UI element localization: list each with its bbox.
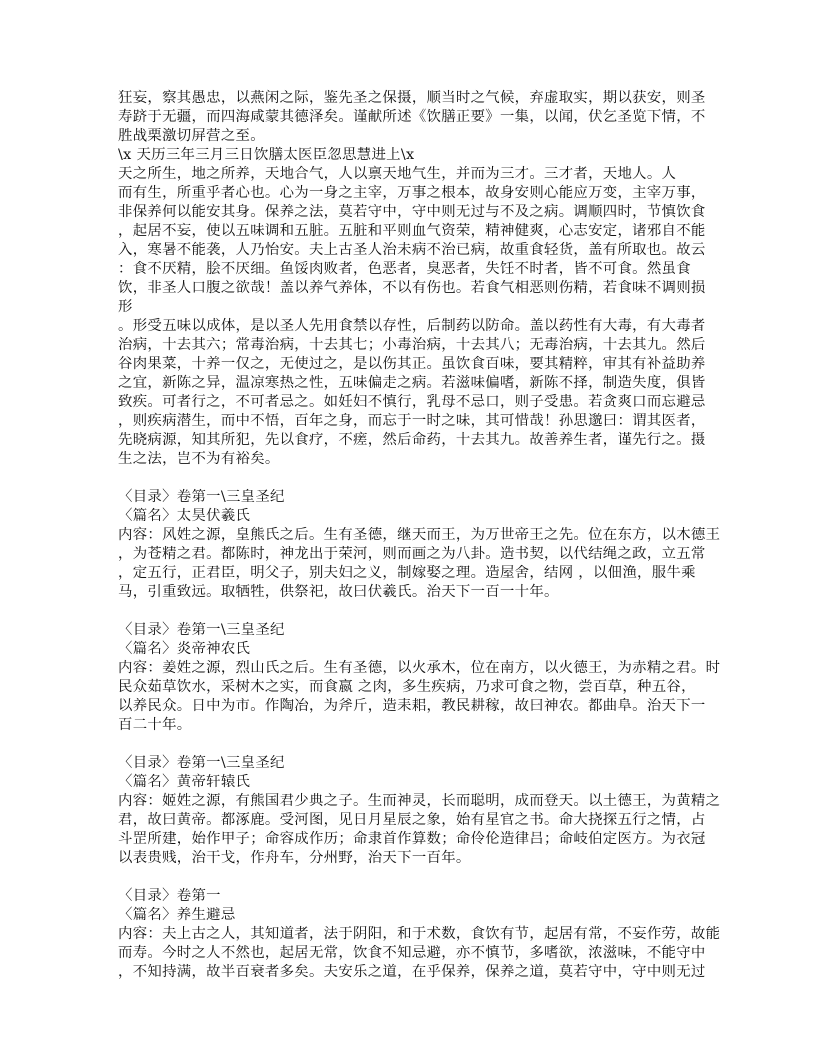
chapter-title: 〈篇名〉太昊伏羲氏 xyxy=(118,508,251,524)
content-line: 内容：风姓之源，皇熊氏之后。生有圣德，继天而王，为万世帝王之先。位在东方，以木德王 xyxy=(118,527,721,543)
content-line: 内容：姬姓之源，有熊国君少典之子。生而神灵，长而聪明，成而登天。以土德王，为黄精之 xyxy=(118,793,721,809)
section-gap xyxy=(118,602,718,621)
content-line: ，不知持满，故半百衰者多矣。夫安乐之道，在乎保养，保养之道，莫若守中，守中则无过 xyxy=(118,964,706,980)
text-line: 谷肉果菜，十养一仅之，无使过之，是以伤其正。虽饮食百味，要其精粹，审其有补益助养 xyxy=(118,356,706,372)
text-line: 入，寒暑不能袭，人乃怡安。夫上古圣人治未病不治已病，故重食轻货，盖有所取也。故云 xyxy=(118,242,706,258)
text-line: 狂妄，察其愚忠，以燕闲之际，鉴先圣之保摄，顺当时之气候，弃虚取实，期以获安，则圣 xyxy=(118,90,706,106)
text-line: ，起居不妄，使以五味调和五脏。五脏和平则血气资荣，精神健爽，心志安定，诸邪自不能 xyxy=(118,223,706,239)
text-line: 。形受五味以成体，是以圣人先用食禁以存性，后制药以防命。盖以药性有大毒，有大毒者 xyxy=(118,318,706,334)
section-gap xyxy=(118,868,718,887)
section-yangsheng xyxy=(118,887,721,982)
section-gap xyxy=(118,469,718,488)
catalog-heading: 〈目录〉卷第一\三皇圣纪 xyxy=(118,489,285,505)
content-line: 百二十年。 xyxy=(118,717,192,733)
text-line: 天之所生，地之所养，天地合气，人以禀天地气生，并而为三才。三才者，天地人。人 xyxy=(118,166,677,182)
catalog-heading: 〈目录〉卷第一\三皇圣纪 xyxy=(118,755,285,771)
content-line: 而寿。今时之人不然也，起居无常，饮食不知忌避，亦不慎节，多嗜欲，浓滋味，不能守中 xyxy=(118,945,706,961)
preface-block xyxy=(118,89,718,469)
content-line: 民众茹草饮水，采树木之实，而食嬴 之肉，多生疾病，乃求可食之物，尝百草，种五谷， xyxy=(118,679,696,695)
content-line: 内容：姜姓之源，烈山氏之后。生有圣德，以火承木，位在南方，以火德王，为赤精之君。时 xyxy=(118,660,721,676)
chapter-title: 〈篇名〉炎帝神农氏 xyxy=(118,641,251,657)
document-page xyxy=(118,89,721,982)
text-line: 之宜，新陈之异，温凉寒热之性，五味偏走之病。若滋味偏嗜，新陈不择，制造失度，俱皆 xyxy=(118,375,706,391)
text-line: 非保养何以能安其身。保养之法，莫若守中，守中则无过与不及之病。调顺四时，节慎饮食 xyxy=(118,204,706,220)
catalog-heading: 〈目录〉卷第一\三皇圣纪 xyxy=(118,622,285,638)
content-line: 君，故曰黄帝。都涿鹿。受河图，见日月星辰之象，始有星官之书。命大挠探五行之情，占 xyxy=(118,812,706,828)
text-line: ，则疾病潜生，而中不悟，百年之身，而忘于一时之味，其可惜哉！孙思邈曰：谓其医者， xyxy=(118,413,706,429)
section-gap xyxy=(118,735,718,754)
content-line: ，定五行，正君臣，明父子，别夫妇之义，制嫁娶之理。造屋舍，结网 ，以佃渔，服牛乘 xyxy=(118,565,696,581)
text-line: 先晓病源，知其所犯，先以食疗，不瘥，然后命药，十去其九。故善养生者，谨先行之。摄 xyxy=(118,432,706,448)
section-fuxi xyxy=(118,488,721,602)
content-line: ，为苍精之君。都陈时，神龙出于荣河，则而画之为八卦。造书契，以代结绳之政，立五常 xyxy=(118,546,706,562)
text-line: 饮，非圣人口腹之欲哉！盖以养气养体，不以有伤也。若食气相恶则伤精，若食味不调则损 xyxy=(118,280,706,296)
signature-line: \x 天历三年三月三日饮膳太医臣忽思慧进上\x xyxy=(118,147,415,163)
catalog-heading: 〈目录〉卷第一 xyxy=(118,888,221,904)
section-huangdi xyxy=(118,754,721,868)
content-line: 马，引重致远。取牺牲，供祭祀，故曰伏羲氏。治天下一百一十年。 xyxy=(118,584,559,600)
content-line: 斗罡所建，始作甲子；命容成作历；命隶首作算数；命伶伦造律吕；命岐伯定医方。为衣冠 xyxy=(118,831,706,847)
section-shennong xyxy=(118,621,721,735)
text-line: 治病，十去其六；常毒治病，十去其七；小毒治病，十去其八；无毒治病，十去其九。然后 xyxy=(118,337,706,353)
text-line: 寿跻于无疆，而四海咸蒙其德泽矣。谨献所述《饮膳正要》一集，以闻，伏乞圣览下情，不 xyxy=(118,109,706,125)
content-line: 内容：夫上古之人，其知道者，法于阴阳，和于术数，食饮有节，起居有常，不妄作劳，故能 xyxy=(118,926,721,942)
chapter-title: 〈篇名〉黄帝轩辕氏 xyxy=(118,774,251,790)
text-line: 而有生，所重乎者心也。心为一身之主宰，万事之根本，故身安则心能应万变，主宰万事， xyxy=(118,185,706,201)
content-line: 以养民众。日中为市。作陶冶，为斧斤，造耒耜，教民耕稼，故曰神农。都曲阜。治天下一 xyxy=(118,698,706,714)
text-line: 生之法，岂不为有裕矣。 xyxy=(118,451,280,467)
text-line: ：食不厌精，脍不厌细。鱼馁肉败者，色恶者，臭恶者，失饪不时者，皆不可食。然虽食 xyxy=(118,261,691,277)
text-line: 胜战栗激切屏营之至。 xyxy=(118,128,265,144)
text-line: 致疾。可者行之，不可者忌之。如妊妇不慎行，乳母不忌口，则子受患。若贪爽口而忘避忌 xyxy=(118,394,706,410)
chapter-title: 〈篇名〉养生避忌 xyxy=(118,907,236,923)
text-line: 形 xyxy=(118,299,133,315)
content-line: 以表贵贱，治干戈，作舟车，分州野，治天下一百年。 xyxy=(118,850,471,866)
